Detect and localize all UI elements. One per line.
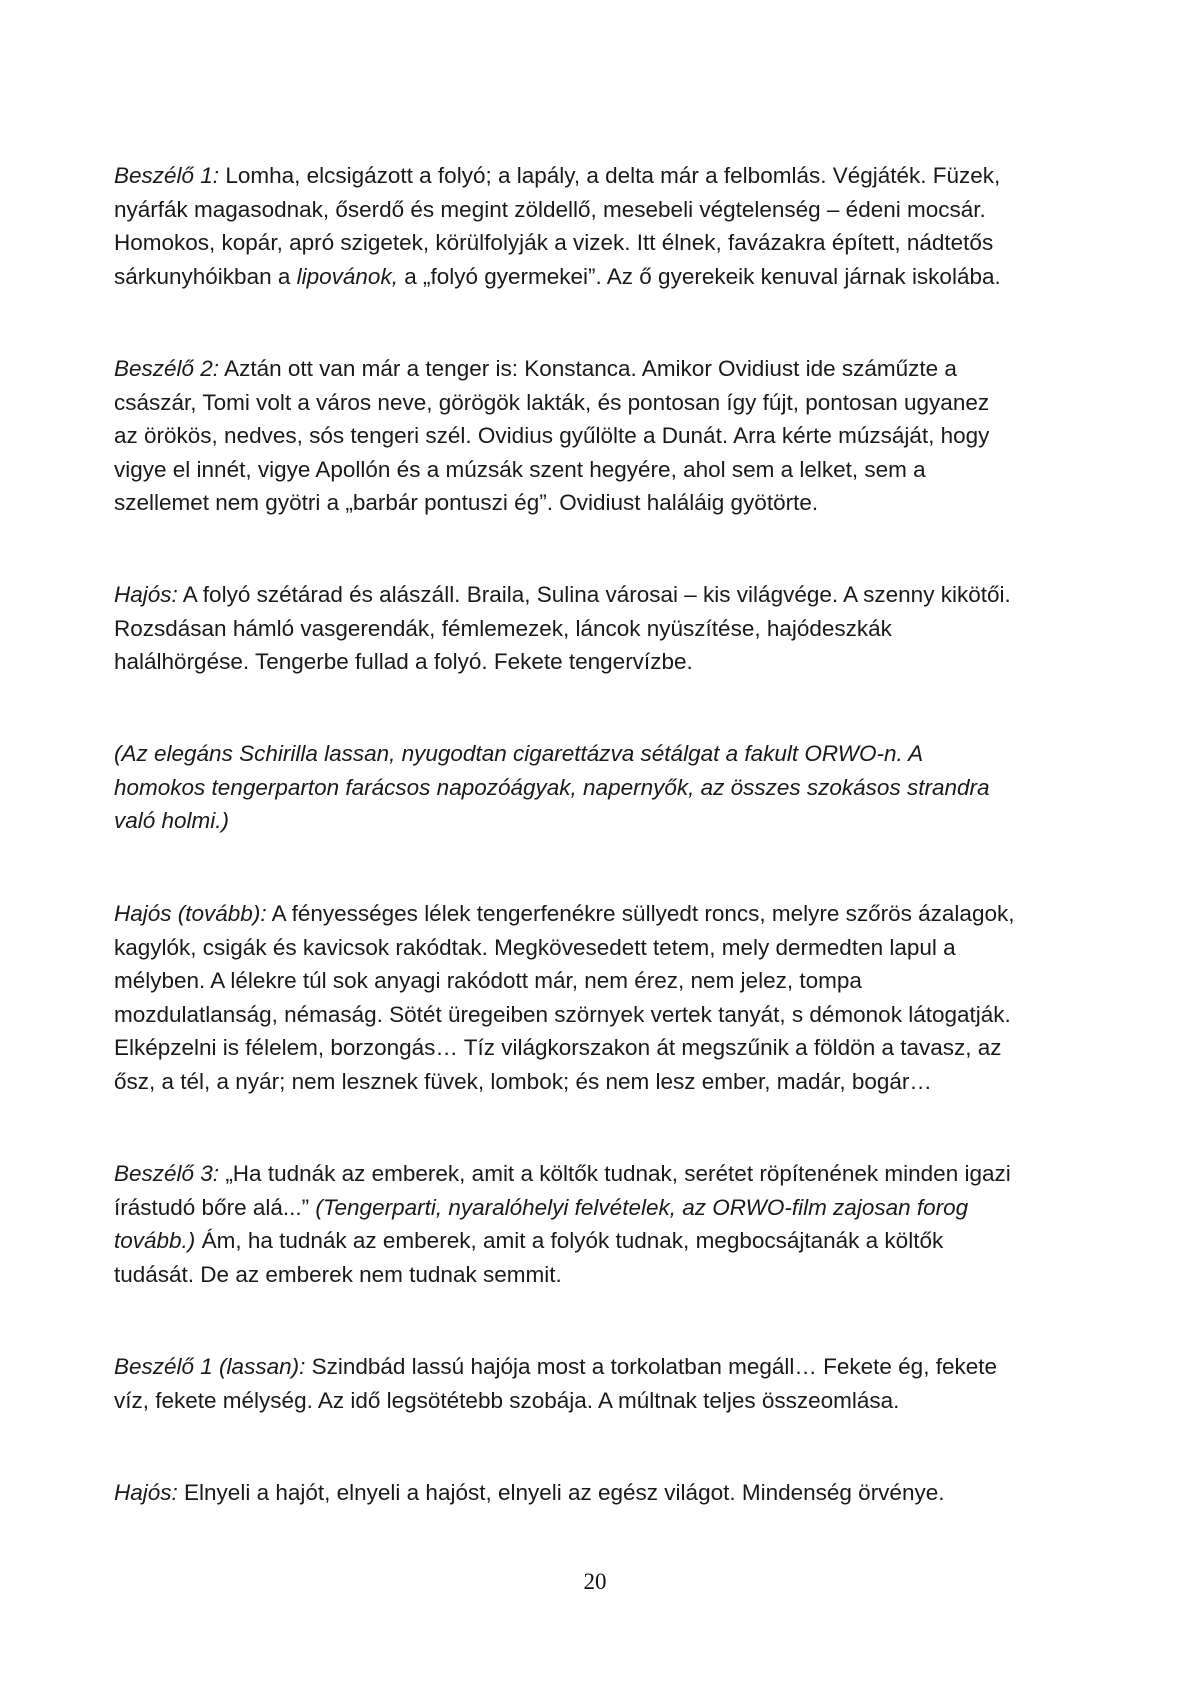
text-run: A fényességes lélek tengerfenékre süllyedt roncs, melyre szőrös ázalagok, (266, 901, 1015, 926)
text-run: Ám, ha tudnák az emberek, amit a folyók tudnak, megbocsájtanák a költők (195, 1228, 944, 1253)
italic-run: (Az elegáns Schirilla lassan, nyugodtan cigarettázva sétálgat a fakult ORWO-n. A (114, 741, 924, 766)
text-run: víz, fekete mélység. Az idő legsötétebb szobája. A múltnak teljes összeomlása. (114, 1387, 900, 1413)
text-line (114, 612, 1094, 646)
text-line (114, 1476, 1094, 1510)
italic-run: Beszélő 1 (lassan): (114, 1354, 306, 1379)
text-run: Elnyeli a hajót, elnyeli a hajóst, elnyeli az egész világot. Mindenség örvénye. (177, 1480, 945, 1505)
text-line (114, 1065, 1094, 1099)
text-line (114, 1191, 1094, 1225)
text-run: szellemet nem gyötri a „barbár pontuszi ég”. Ovidiust haláláig gyötörte. (114, 490, 819, 515)
text-run: mélyben. A lélekre túl sok anyagi rakódott már, nem érez, nem jelez, tompa (114, 968, 862, 993)
italic-run: való holmi.) (114, 808, 230, 833)
text-line (114, 1384, 1094, 1418)
text-line (114, 352, 1094, 386)
text-line (114, 226, 1094, 260)
text-line (114, 1224, 1094, 1258)
text-run: vigye el innét, vigye Apollón és a múzsák szent hegyére, ahol sem a lelket, sem a (114, 456, 926, 482)
text-line (114, 386, 1094, 420)
text-line (114, 1157, 1094, 1191)
text-run: Elképzelni is félelem, borzongás… Tíz világkorszakon át megszűnik a földön a tavasz, az (114, 1035, 1002, 1060)
text-line (114, 486, 1094, 520)
text-line (114, 771, 1094, 805)
text-run: nyárfák magasodnak, őserdő és megint zöldellő, mesebeli végtelenség – édeni mocsár. (114, 196, 986, 222)
paragraph-speaker-2 (114, 352, 1094, 520)
text-line (114, 419, 1094, 453)
paragraph-stage-direction (114, 737, 1094, 838)
text-run: „Ha tudnák az emberek, amit a költők tudnak, serétet röpítenének minden igazi (219, 1161, 1011, 1186)
text-line (114, 645, 1094, 679)
text-line (114, 578, 1094, 612)
text-line (114, 1031, 1094, 1065)
text-line (114, 260, 1094, 294)
italic-run: (Tengerparti, nyaralóhelyi felvételek, az ORWO-film zajosan forog (315, 1194, 969, 1220)
paragraph-speaker-1 (114, 159, 1094, 293)
text-run: sárkunyhóikban a (114, 263, 297, 289)
text-run: írástudó bőre alá...” (114, 1194, 316, 1220)
italic-run: tovább.) (114, 1228, 196, 1253)
text-line (114, 159, 1094, 193)
text-run: Homokos, kopár, apró szigetek, körülfolyják a vizek. Itt élnek, favázakra épített, nádtetős (114, 230, 994, 255)
text-run: Szindbád lassú hajója most a torkolatban megáll… Fekete ég, fekete (305, 1354, 997, 1379)
text-run: Rozsdásan hámló vasgerendák, fémlemezek, láncok nyüszítése, hajódeszkák (114, 615, 892, 641)
italic-run: Beszélő 2: (114, 356, 220, 381)
text-line (114, 453, 1094, 487)
text-line (114, 193, 1094, 227)
italic-run: Hajós: (114, 582, 178, 607)
text-run: Lomha, elcsigázott a folyó; a lapály, a delta már a felbomlás. Végjáték. Füzek, (219, 163, 1001, 188)
text-run: A folyó szétárad és alászáll. Braila, Sulina városai – kis világvége. A szenny kikötői. (177, 582, 1011, 607)
text-run: kagylók, csigák és kavicsok rakódtak. Megkövesedett tetem, mely dermedten lapul a (114, 934, 956, 960)
paragraph-speaker-3 (114, 1157, 1094, 1291)
paragraph-boatman-final (114, 1476, 1094, 1510)
text-run: a „folyó gyermekei”. Az ő gyerekeik kenuval járnak iskolába. (397, 263, 1001, 289)
text-run: halálhörgése. Tengerbe fullad a folyó. Fekete tengervízbe. (114, 649, 693, 674)
italic-run: Beszélő 3: (114, 1161, 220, 1186)
text-line (114, 1258, 1094, 1292)
text-line (114, 931, 1094, 965)
italic-run: lipovánok, (296, 263, 398, 289)
paragraph-boatman (114, 578, 1094, 679)
text-line (114, 964, 1094, 998)
italic-run: Hajós (tovább): (114, 901, 267, 926)
text-line (114, 897, 1094, 931)
italic-run: Hajós: (114, 1480, 178, 1505)
italic-run: homokos tengerparton farácsos napozóágyak, napernyők, az összes szokásos strandra (114, 774, 990, 800)
text-run: az örökös, nedves, sós tengeri szél. Ovidius gyűlölte a Dunát. Arra kérte múzsáját, hogy (114, 423, 990, 448)
text-line (114, 998, 1094, 1032)
text-run: császár, Tomi volt a város neve, görögök lakták, és pontosan így fújt, pontosan ugyanez (114, 389, 990, 415)
italic-run: Beszélő 1: (114, 163, 220, 188)
text-run: mozdulatlanság, némaság. Sötét üregeiben szörnyek vertek tanyát, s démonok látogatják. (114, 1001, 1011, 1027)
text-run: tudását. De az emberek nem tudnak semmit. (114, 1261, 562, 1287)
paragraph-speaker-1-slowly (114, 1350, 1094, 1417)
paragraph-boatman-continued (114, 897, 1094, 1098)
text-line (114, 1350, 1094, 1384)
text-line (114, 804, 1094, 838)
text-run: Aztán ott van már a tenger is: Konstanca. Amikor Ovidiust ide száműzte a (219, 356, 957, 381)
page-number: 20 (583, 1569, 607, 1594)
text-line (114, 737, 1094, 771)
text-run: ősz, a tél, a nyár; nem lesznek füvek, lombok; és nem lesz ember, madár, bogár… (114, 1068, 932, 1094)
